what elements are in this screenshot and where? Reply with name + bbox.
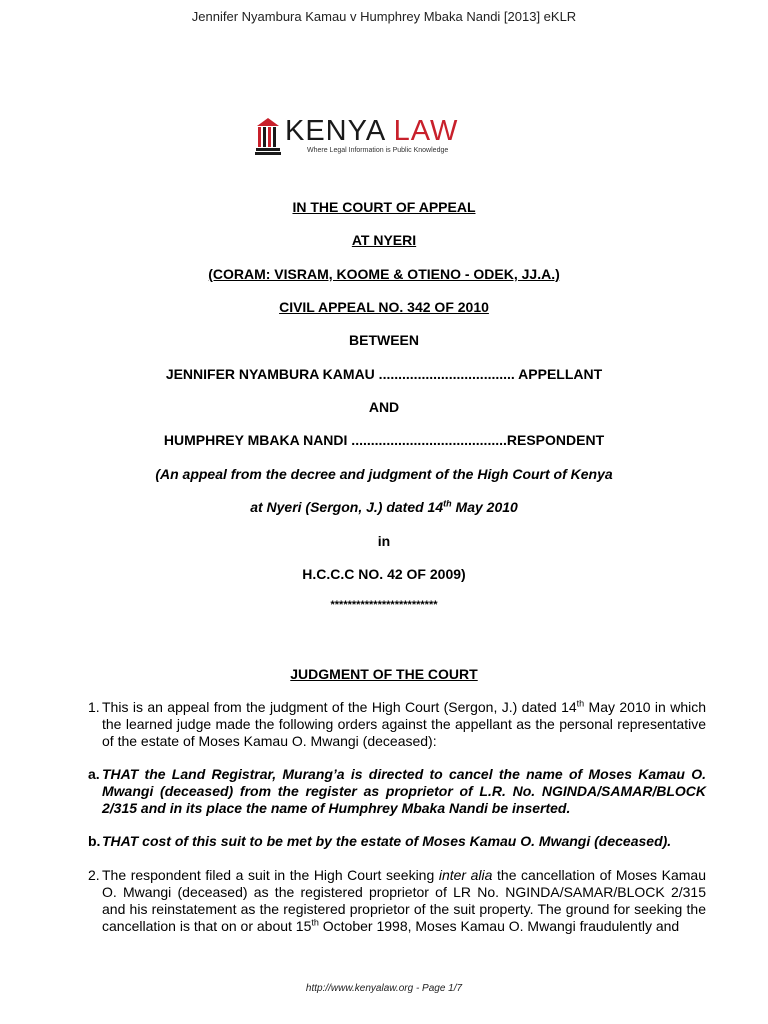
court-name: IN THE COURT OF APPEAL — [292, 199, 476, 215]
order-text: THAT the Land Registrar, Murang’a is directed to cancel the name of Moses Kamau O. Mwangi (deceased) from the register as proprietor of L.R. No. NGINDA/SAMAR/BLOCK 2/315 and in its place the name of Humphrey Mbaka Nandi be inserted. — [102, 766, 706, 816]
paragraph-2 — [88, 867, 706, 935]
order-a — [88, 766, 706, 817]
coram: (CORAM: VISRAM, KOOME & OTIENO - ODEK, JJ.A.) — [208, 266, 560, 282]
appeal-from-line-2: at Nyeri (Sergon, J.) dated 14th May 2010 — [250, 498, 518, 515]
courthouse-columns-icon — [255, 116, 281, 156]
running-header: Jennifer Nyambura Kamau v Humphrey Mbaka Nandi [2013] eKLR — [191, 9, 577, 24]
case-number: CIVIL APPEAL NO. 342 OF 2010 — [279, 299, 489, 315]
paragraph-text: This is an appeal from the judgment of the High Court (Sergon, J.) dated 14th May 2010 in which the learned judge made the following orders against the appellant as the personal representative of the estate of Moses Kamau O. Mwangi (deceased): — [102, 698, 706, 749]
paragraph-number: 2. — [88, 867, 100, 883]
hccc-number: H.C.C.C NO. 42 OF 2009) — [302, 566, 466, 582]
paragraph-number: 1. — [88, 699, 100, 715]
appellant-line: JENNIFER NYAMBURA KAMAU ................................... APPELLANT — [165, 366, 603, 382]
order-b — [88, 833, 706, 850]
kenya-law-logo — [255, 116, 470, 158]
and-label: AND — [368, 399, 400, 415]
paragraph-text: The respondent filed a suit in the High Court seeking inter alia the cancellation of Moses Kamau O. Mwangi (deceased) as the registered proprietor of LR No. NGINDA/SAMAR/BLOCK 2/315 and his reinstatement as the registered proprietor of the suit property. The ground for seeking the cancellation is that on or about 15th October 1998, Moses Kamau O. Mwangi fraudulently and — [102, 867, 706, 934]
logo-wordmark: KENYA LAW — [285, 115, 459, 147]
order-text: THAT cost of this suit to be met by the estate of Moses Kamau O. Mwangi (deceased). — [102, 833, 672, 849]
page-footer: http://www.kenyalaw.org - Page 1/7 — [305, 983, 463, 994]
order-letter: a. — [88, 766, 100, 782]
between-label: BETWEEN — [349, 332, 419, 348]
respondent-line: HUMPHREY MBAKA NANDI ........................................RESPONDENT — [163, 432, 605, 448]
court-location: AT NYERI — [351, 232, 417, 248]
logo-tagline: Where Legal Information is Public Knowledge — [307, 147, 449, 154]
paragraph-1 — [88, 699, 706, 750]
judgment-heading: JUDGMENT OF THE COURT — [290, 666, 478, 682]
appeal-from-line-1: (An appeal from the decree and judgment of the High Court of Kenya — [155, 466, 613, 482]
order-letter: b. — [88, 833, 101, 849]
in-label: in — [377, 533, 391, 549]
separator-stars: ************************* — [330, 599, 438, 611]
